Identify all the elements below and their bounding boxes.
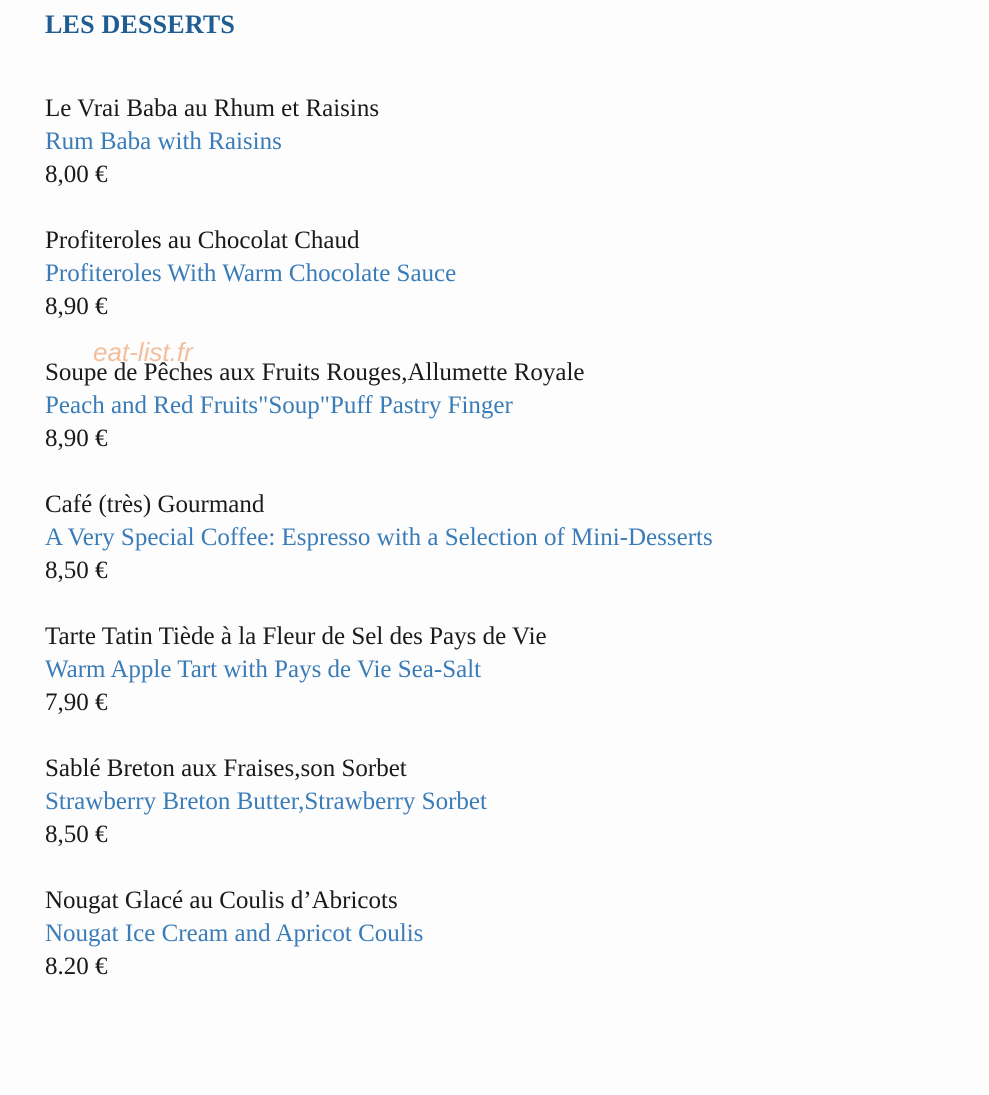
item-name-english: Warm Apple Tart with Pays de Vie Sea-Salt bbox=[45, 656, 482, 683]
item-name-french: Sablé Breton aux Fraises,son Sorbet bbox=[45, 755, 407, 782]
item-name-english: Rum Baba with Raisins bbox=[45, 128, 282, 155]
item-name-french: Nougat Glacé au Coulis d’Abricots bbox=[45, 887, 398, 914]
menu-item bbox=[45, 92, 713, 224]
item-name-english: Nougat Ice Cream and Apricot Coulis bbox=[45, 920, 424, 947]
item-price: 8,50 € bbox=[45, 557, 108, 584]
item-name-french: Le Vrai Baba au Rhum et Raisins bbox=[45, 95, 380, 122]
item-price: 8,50 € bbox=[45, 821, 108, 848]
watermark-text: eat-list.fr bbox=[93, 337, 193, 367]
menu-item bbox=[45, 356, 713, 488]
dessert-list bbox=[45, 92, 713, 1016]
menu-item bbox=[45, 752, 713, 884]
item-price: 8.20 € bbox=[45, 953, 108, 980]
item-name-english: Strawberry Breton Butter,Strawberry Sorbet bbox=[45, 788, 487, 815]
item-name-french: Soupe de Pêches aux Fruits Rouges,Allumette Royale bbox=[45, 359, 585, 386]
item-name-english: A Very Special Coffee: Espresso with a Selection of Mini-Desserts bbox=[45, 524, 713, 551]
menu-item bbox=[45, 884, 713, 1016]
item-name-french: Tarte Tatin Tiède à la Fleur de Sel des Pays de Vie bbox=[45, 623, 547, 650]
item-price: 8,90 € bbox=[45, 293, 108, 320]
menu-item bbox=[45, 620, 713, 752]
item-price: 8,00 € bbox=[45, 161, 108, 188]
item-name-french: Profiteroles au Chocolat Chaud bbox=[45, 227, 360, 254]
item-price: 7,90 € bbox=[45, 689, 108, 716]
item-name-english: Peach and Red Fruits"Soup"Puff Pastry Finger bbox=[45, 392, 513, 419]
menu-heading: LES DESSERTS bbox=[45, 10, 236, 39]
menu-item bbox=[45, 224, 713, 356]
menu-item bbox=[45, 488, 713, 620]
item-price: 8,90 € bbox=[45, 425, 108, 452]
item-name-french: Café (très) Gourmand bbox=[45, 491, 265, 518]
item-name-english: Profiteroles With Warm Chocolate Sauce bbox=[45, 260, 457, 287]
